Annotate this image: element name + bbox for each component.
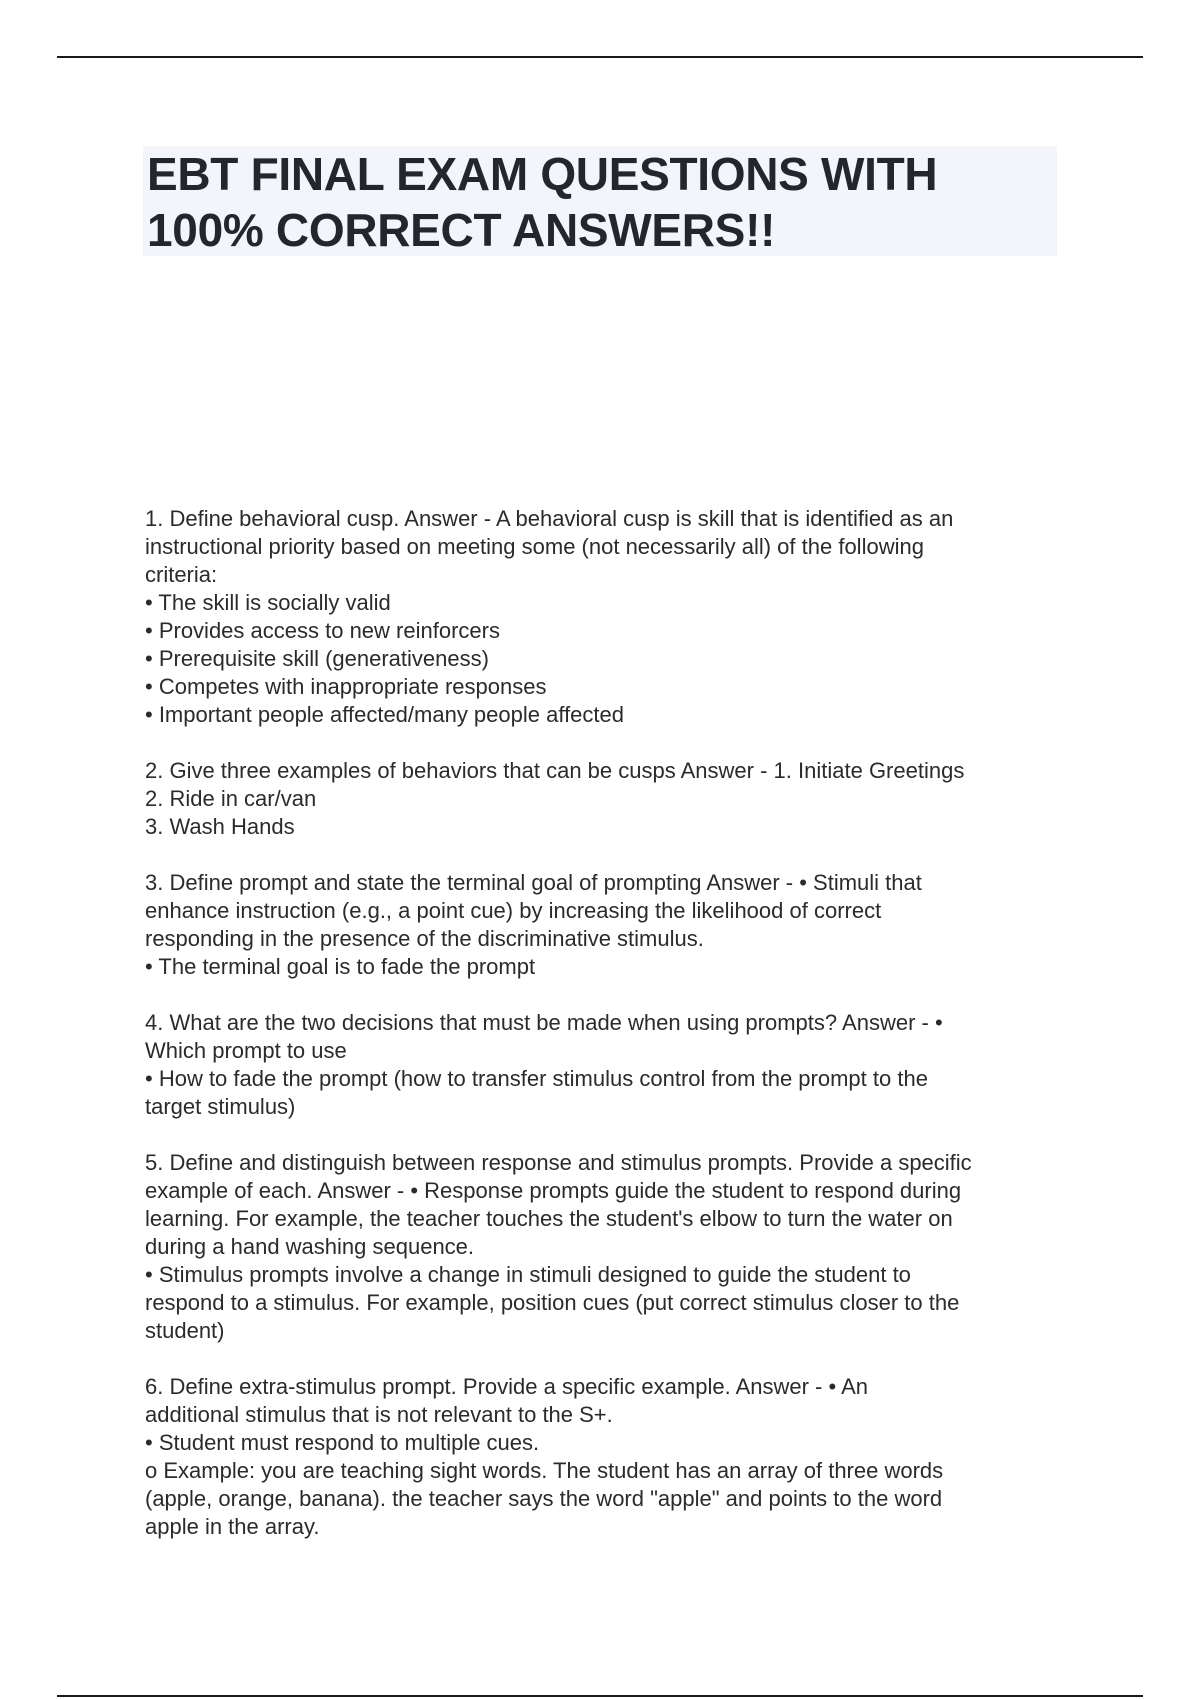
qa-line: 3. Wash Hands [145,814,295,839]
qa-line: • Important people affected/many people affected [145,702,624,727]
qa-line: • The skill is socially valid [145,590,391,615]
qa-line: student) [145,1318,225,1343]
qa-line: learning. For example, the teacher touches the student's elbow to turn the water on [145,1206,953,1231]
qa-line: apple in the array. [145,1514,320,1539]
qa-line: 4. What are the two decisions that must be made when using prompts? Answer - • [145,1010,943,1035]
title-line: EBT FINAL EXAM QUESTIONS WITH [147,148,938,200]
qa-line: • Prerequisite skill (generativeness) [145,646,489,671]
document-title [143,146,1057,258]
qa-line: respond to a stimulus. For example, position cues (put correct stimulus closer to the [145,1290,960,1315]
qa-item [145,1009,1060,1121]
qa-item [145,505,1060,729]
qa-line: enhance instruction (e.g., a point cue) by increasing the likelihood of correct [145,898,882,923]
qa-line: instructional priority based on meeting some (not necessarily all) of the following [145,534,924,559]
qa-line: 3. Define prompt and state the terminal goal of prompting Answer - • Stimuli that [145,870,922,895]
qa-line: responding in the presence of the discriminative stimulus. [145,926,704,951]
title-line: 100% CORRECT ANSWERS!! [147,204,776,256]
qa-line: Which prompt to use [145,1038,347,1063]
qa-line: 5. Define and distinguish between response and stimulus prompts. Provide a specific [145,1150,972,1175]
qa-line: • Student must respond to multiple cues. [145,1430,540,1455]
qa-item [145,1149,1060,1345]
qa-line: criteria: [145,562,218,587]
qa-line: • Stimulus prompts involve a change in stimuli designed to guide the student to [145,1262,911,1287]
qa-line: o Example: you are teaching sight words. The student has an array of three words [145,1458,944,1483]
qa-item [145,1373,1060,1541]
title-box [143,146,1057,256]
qa-line: 2. Ride in car/van [145,786,317,811]
top-rule [57,56,1143,58]
qa-line: 6. Define extra-stimulus prompt. Provide a specific example. Answer - • An [145,1374,869,1399]
qa-line: 2. Give three examples of behaviors that can be cusps Answer - 1. Initiate Greetings [145,758,965,783]
qa-line: 1. Define behavioral cusp. Answer - A behavioral cusp is skill that is identified as an [145,506,954,531]
qa-line: • How to fade the prompt (how to transfer stimulus control from the prompt to the [145,1066,928,1091]
qa-line: example of each. Answer - • Response prompts guide the student to respond during [145,1178,962,1203]
qa-line: during a hand washing sequence. [145,1234,475,1259]
qa-item [145,757,1060,841]
bottom-rule [57,1695,1143,1697]
qa-list [145,505,1060,1569]
qa-line: • Provides access to new reinforcers [145,618,500,643]
qa-line: target stimulus) [145,1094,296,1119]
qa-line: • The terminal goal is to fade the prompt [145,954,536,979]
qa-line: additional stimulus that is not relevant to the S+. [145,1402,613,1427]
qa-line: • Competes with inappropriate responses [145,674,547,699]
qa-line: (apple, orange, banana). the teacher says the word "apple" and points to the word [145,1486,943,1511]
qa-item [145,869,1060,981]
